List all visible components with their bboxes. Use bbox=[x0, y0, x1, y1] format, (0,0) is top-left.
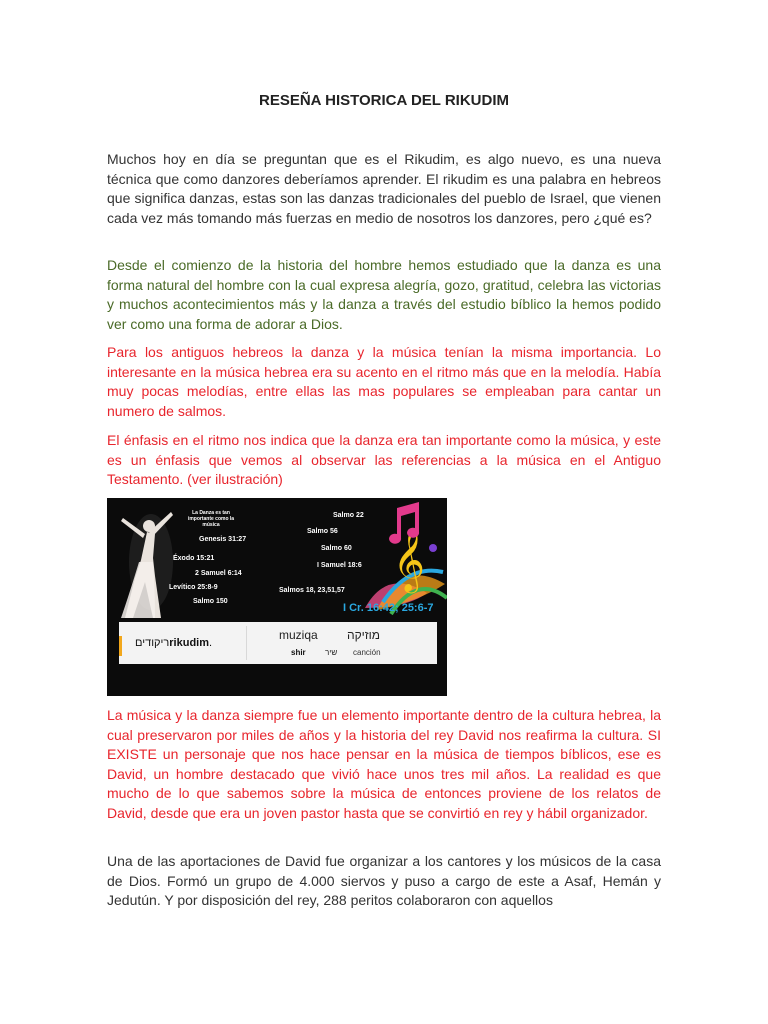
shir-hebrew: שיר bbox=[325, 648, 338, 657]
rikudim-latin: rikudim bbox=[169, 637, 210, 649]
ref-1-samuel: I Samuel 18:6 bbox=[317, 562, 362, 569]
ref-salmo-150: Salmo 150 bbox=[193, 598, 228, 605]
muziqa-hebrew: מוזיקה bbox=[347, 628, 381, 642]
illustration-image bbox=[107, 498, 447, 696]
ref-salmo-22: Salmo 22 bbox=[333, 512, 364, 519]
ref-exodo: Éxodo 15:21 bbox=[173, 555, 215, 562]
rikudim-dot: . bbox=[209, 637, 213, 649]
paragraph-david-organization: Una de las aportaciones de David fue organizar a los cantores y los músicos de la casa de Dios. Formó un grupo de 4.000 siervos y puso a cargo de este a Asaf, Hemán y Jedutún. Y por disposición del rey, 288 peritos colaboraron con aquellos bbox=[107, 853, 661, 908]
shir-latin: shir bbox=[291, 648, 306, 657]
ref-salmo-56: Salmo 56 bbox=[307, 528, 338, 535]
rikudim-label bbox=[135, 637, 212, 649]
ref-2-samuel: 2 Samuel 6:14 bbox=[195, 570, 242, 577]
ref-cronicas-highlight: I Cr. 16:42; 25:6-7 bbox=[343, 602, 434, 614]
ref-salmo-60: Salmo 60 bbox=[321, 545, 352, 552]
paragraph-rhythm-emphasis: El énfasis en el ritmo nos indica que la danza era tan importante como la música, y este es un énfasis que vemos al observar las referencias a la música en el Antiguo Testamento. (ver ilustración) bbox=[107, 432, 661, 487]
rikudim-hebrew: ריקודים bbox=[135, 637, 170, 649]
paragraph-history: Desde el comienzo de la historia del hombre hemos estudiado que la danza es una forma natural del hombre con la cual expresa alegría, gozo, gratitud, celebra las victorias y muchos acontecimientos más y la danza a través del estudio bíblico la hemos podido ver como una forma de adorar a Dios. bbox=[107, 257, 661, 332]
ref-levitico: Levítico 25:8-9 bbox=[169, 584, 218, 591]
ref-genesis: Genesis 31:27 bbox=[199, 536, 247, 543]
ref-salmos-list: Salmos 18, 23,51,57 bbox=[279, 587, 345, 594]
svg-text:𝄞: 𝄞 bbox=[393, 528, 425, 591]
document-title: RESEÑA HISTORICA DEL RIKUDIM bbox=[258, 92, 510, 109]
paragraph-david-culture: La música y la danza siempre fue un elemento importante dentro de la cultura hebrea, la cual preservaron por miles de años y la historia del rey David nos reafirma la cultura. SI EXISTE un personaje que nos hace pensar en la música de tiempos bíblicos, ese es David, un hombre destacado que vivió hace unos tres mil años. La realidad es que mucho de lo que sabemos sobre la música de entonces proviene de los relatos de David, desde que era un joven pastor hasta que se convirtió en rey y hábil organizador. bbox=[107, 707, 661, 821]
panel-divider bbox=[246, 626, 247, 660]
illustration-caption: La Danza es tan importante como la música bbox=[187, 510, 235, 528]
dancer-figure bbox=[111, 500, 181, 625]
paragraph-hebrews-music: Para los antiguos hebreos la danza y la música tenían la misma importancia. Lo interesante en la música hebrea era su acento en el ritmo más que en la melodía. Había muy pocas melodías, entre ellas las mas populares se empleaban para cantar un numero de salmos. bbox=[107, 344, 661, 419]
music-notes-graphic bbox=[357, 498, 447, 618]
accent-bar bbox=[119, 636, 122, 656]
cancion-label: canción bbox=[353, 648, 381, 657]
muziqa-latin: muziqa bbox=[279, 628, 318, 642]
translation-panel bbox=[119, 622, 437, 664]
paragraph-intro: Muchos hoy en día se preguntan que es el Rikudim, es algo nuevo, es una nueva técnica que como danzores deberíamos aprender. El rikudim es una palabra en hebreos que significa danzas, estas son las danzas tradicionales del pueblo de Israel, que vienen cada vez más tomando más fuerzas en medio de nosotros los danzores, pero ¿qué es? bbox=[107, 151, 661, 226]
